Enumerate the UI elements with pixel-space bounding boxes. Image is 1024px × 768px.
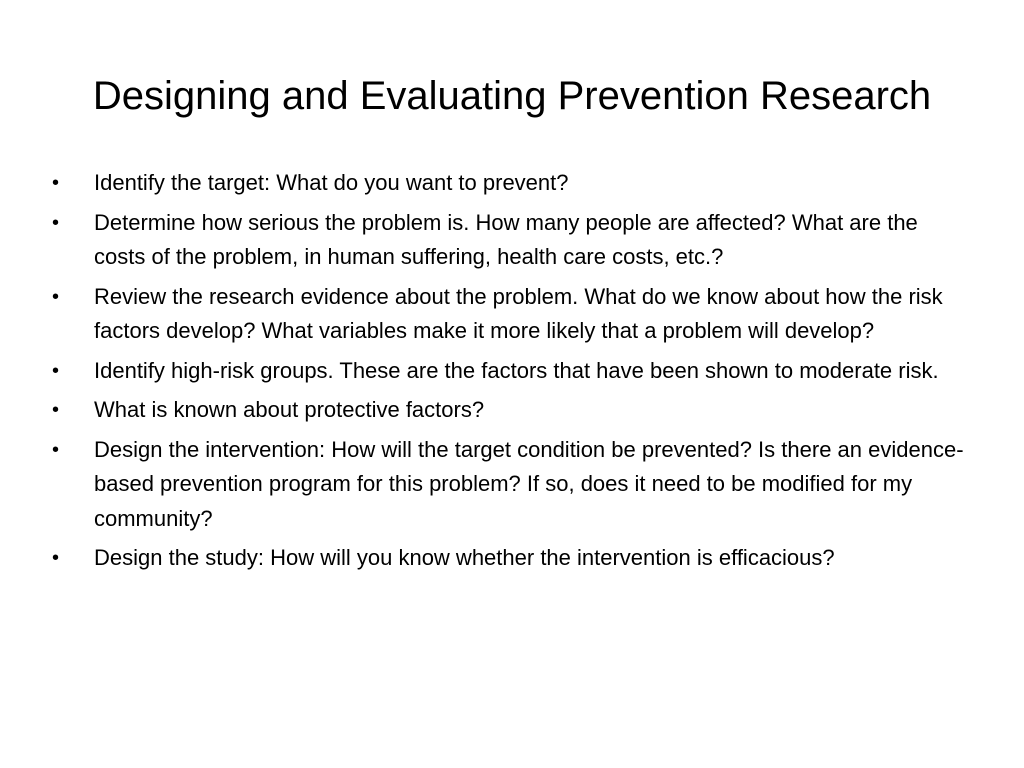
bullet-icon: • xyxy=(52,359,60,382)
slide-title: Designing and Evaluating Prevention Research xyxy=(92,74,932,118)
bullet-item xyxy=(52,166,972,201)
bullet-text: What is known about protective factors? xyxy=(94,397,485,422)
bullet-icon: • xyxy=(52,547,60,569)
bullet-text: Identify the target: What do you want to prevent? xyxy=(94,170,569,195)
bullet-item xyxy=(52,206,972,275)
bullet-icon: • xyxy=(52,438,60,461)
bullet-icon: • xyxy=(52,399,60,421)
bullet-item xyxy=(52,541,972,576)
bullet-item xyxy=(52,354,972,389)
bullet-item xyxy=(52,433,972,537)
bullet-text: Review the research evidence about the problem. What do we know about how the risk factors develop? What variables make it more likely that a problem will develop? xyxy=(94,283,943,343)
bullet-item xyxy=(52,280,972,349)
bullet-text: Identify high-risk groups. These are the factors that have been shown to moderate risk. xyxy=(94,357,939,383)
bullet-list xyxy=(52,166,972,581)
bullet-text: Determine how serious the problem is. How many people are affected? What are the costs of the problem, in human suffering, health care costs, etc.? xyxy=(94,209,918,269)
bullet-icon: • xyxy=(52,211,60,234)
bullet-text: Design the intervention: How will the target condition be prevented? Is there an evidence-based prevention program for this problem? If so, does it need to be modified for my community? xyxy=(94,436,964,531)
bullet-text: Design the study: How will you know whether the intervention is efficacious? xyxy=(94,545,835,570)
bullet-item xyxy=(52,393,972,428)
bullet-icon: • xyxy=(52,172,60,194)
bullet-icon: • xyxy=(52,285,60,308)
